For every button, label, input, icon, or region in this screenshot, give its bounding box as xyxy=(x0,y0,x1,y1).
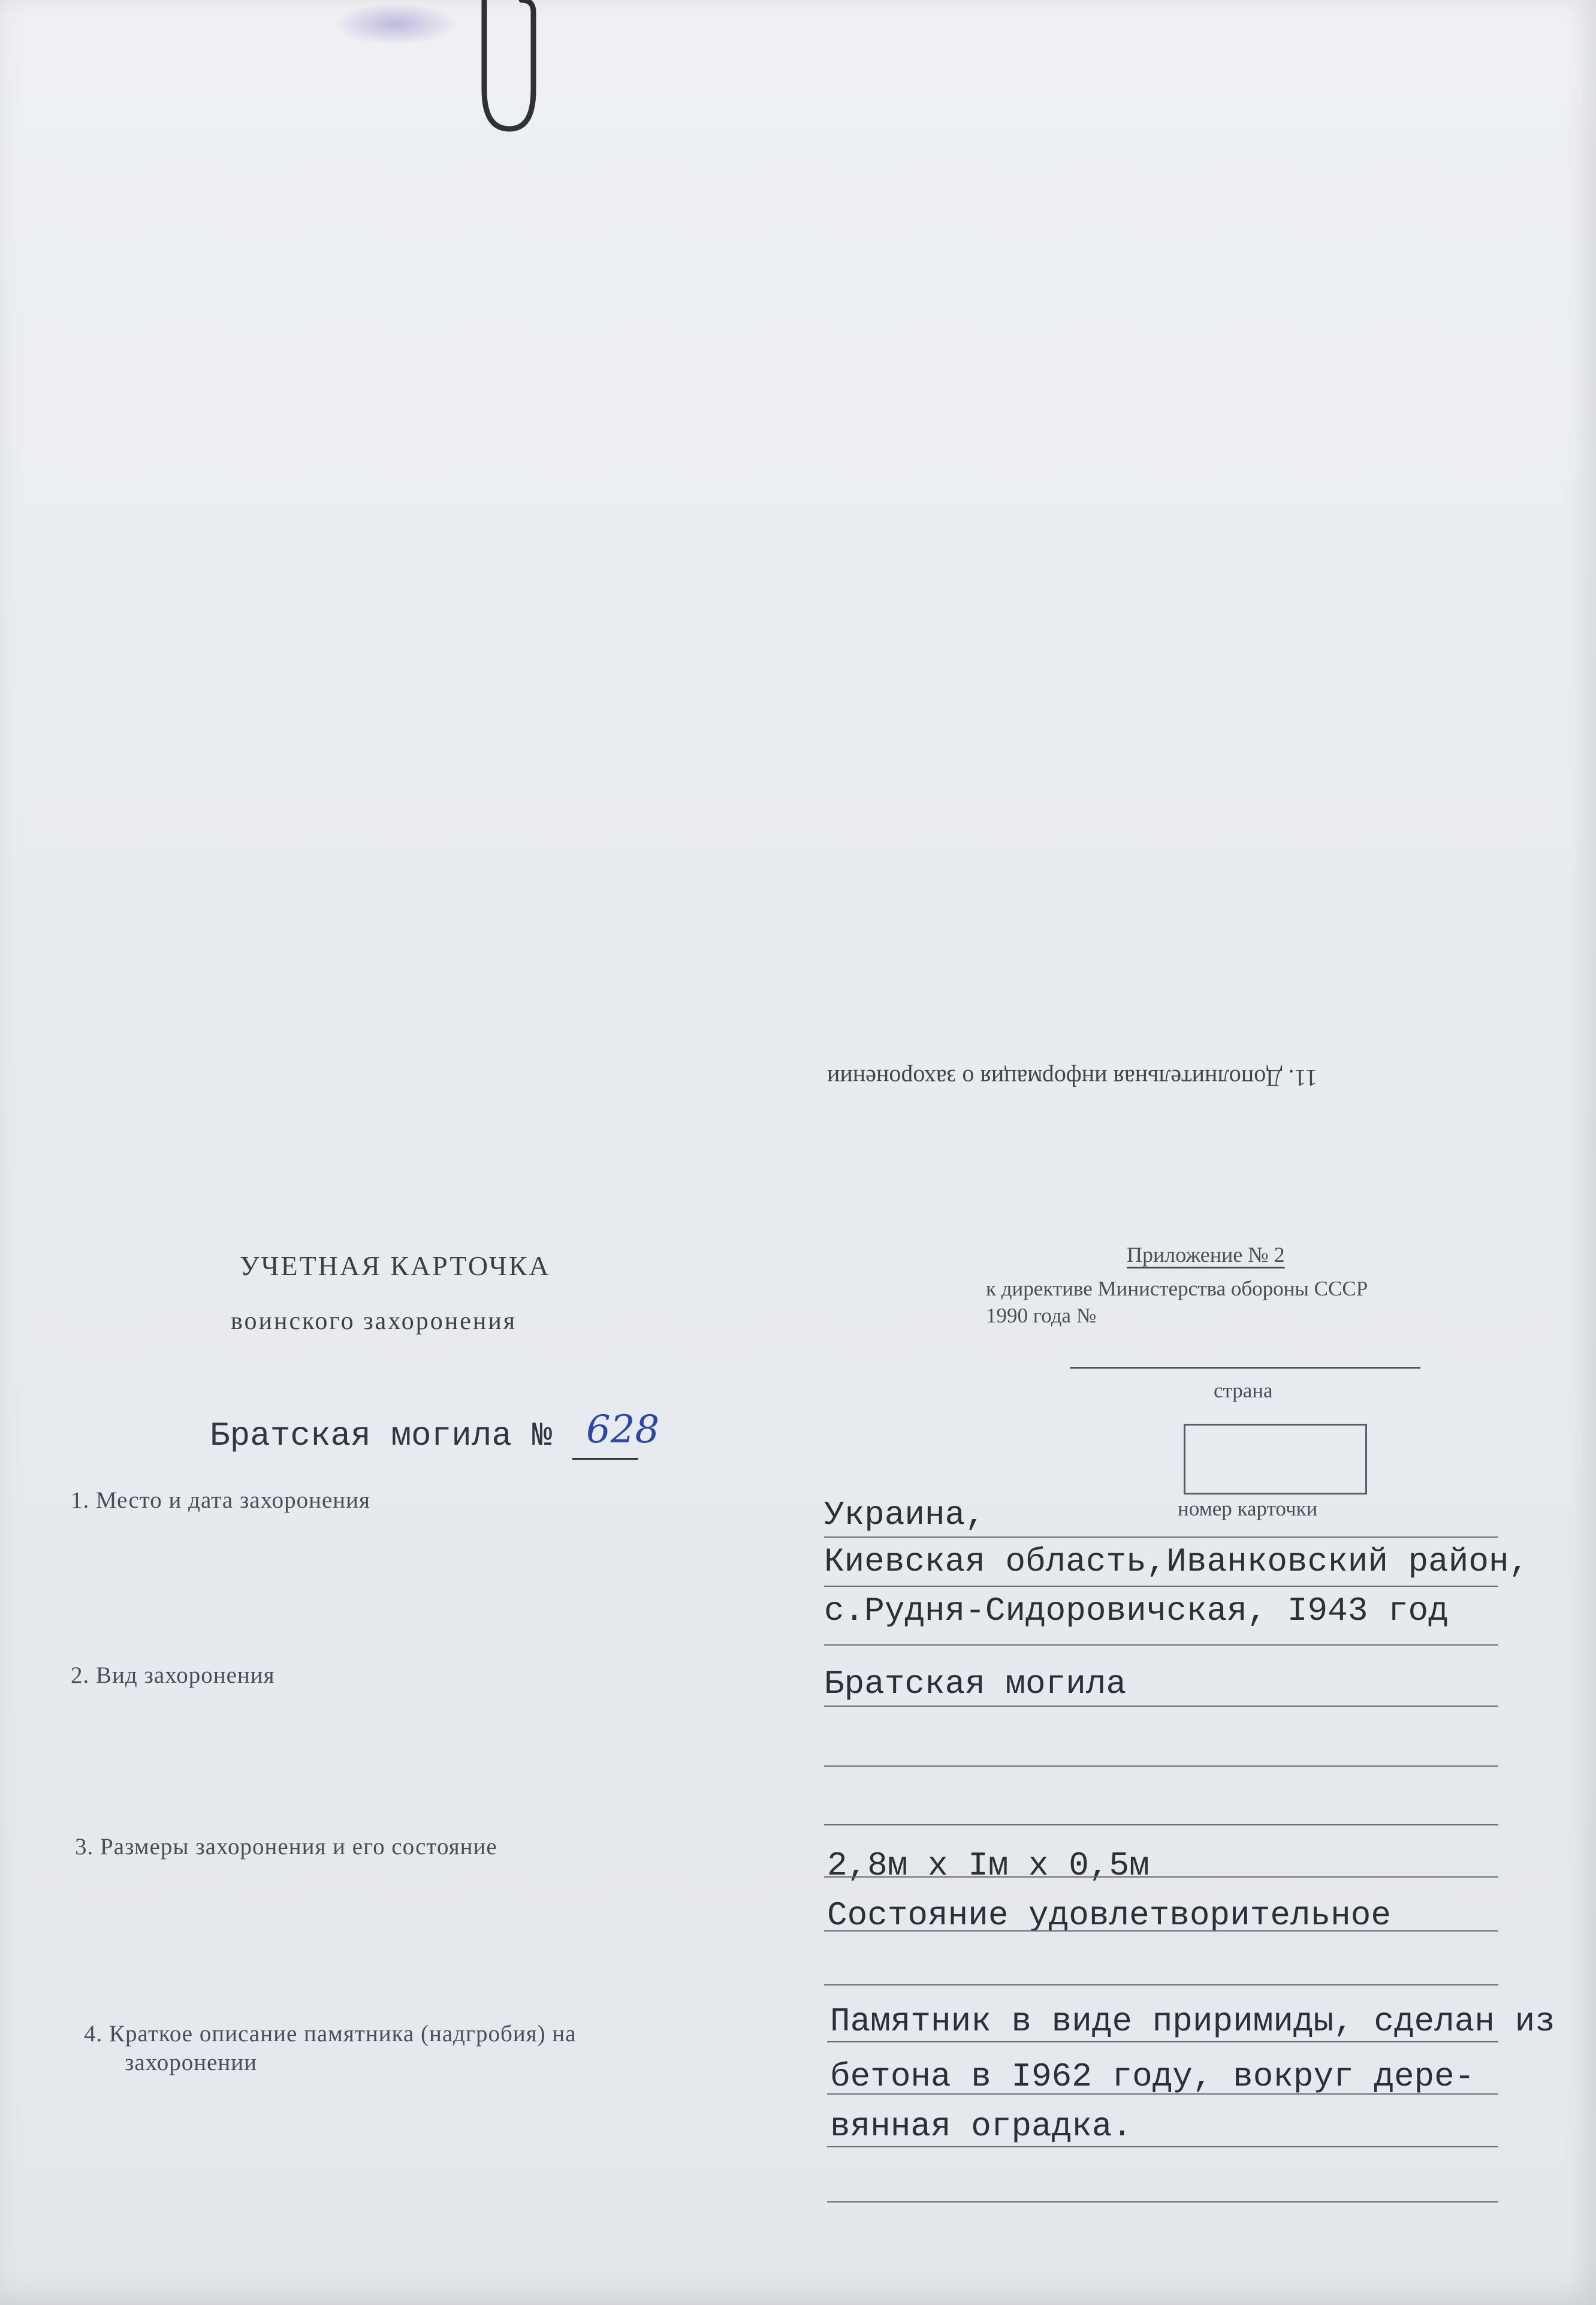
paperclip-icon xyxy=(473,0,545,144)
reversed-section-heading: 11. Дополнительная информация о захоронении xyxy=(827,1065,1317,1092)
ink-stamp-mark xyxy=(333,3,458,45)
directive-line-1: к директиве Министерства обороны СССР xyxy=(986,1277,1368,1300)
country-label: страна xyxy=(1214,1379,1273,1402)
field-3-line-2: Состояние удовлетворительное xyxy=(827,1896,1391,1935)
field-3-rule-2 xyxy=(824,1930,1498,1932)
field-2-rule-2 xyxy=(824,1765,1498,1767)
field-4-line-3: вянная оградка. xyxy=(830,2107,1133,2146)
field-2-rule-3 xyxy=(824,1824,1498,1825)
field-1-label: 1. Место и дата захоронения xyxy=(71,1487,370,1513)
field-4-label-line-1: 4. Краткое описание памятника (надгробия) на xyxy=(84,2021,577,2047)
field-1-rule-1 xyxy=(824,1536,1498,1538)
field-4-line-2: бетона в I962 году, вокруг дере- xyxy=(830,2057,1475,2096)
field-1-rule-3 xyxy=(824,1644,1498,1646)
field-2-label: 2. Вид захоронения xyxy=(71,1662,275,1688)
field-3-rule-1 xyxy=(824,1876,1498,1878)
field-1-line-3: с.Рудня-Сидоровичская, I943 год xyxy=(824,1592,1449,1630)
field-4-rule-4 xyxy=(827,2201,1498,2202)
field-4-rule-1 xyxy=(827,2041,1498,2042)
field-4-line-1: Памятник в виде приримиды, сделан из xyxy=(830,2002,1555,2041)
directive-line-2: 1990 года № xyxy=(986,1304,1097,1327)
field-4-label-line-2: захоронении xyxy=(125,2050,258,2075)
grave-number-handwritten: 628 xyxy=(586,1408,660,1452)
field-1-rule-2 xyxy=(824,1586,1498,1587)
field-3-rule-3 xyxy=(824,1984,1498,1985)
card-subtitle: воинского захоронения xyxy=(231,1307,517,1335)
field-1-line-1: Украина, xyxy=(824,1496,985,1534)
field-2-rule-1 xyxy=(824,1706,1498,1707)
card-title: УЧЕТНАЯ КАРТОЧКА xyxy=(240,1251,551,1281)
field-4-rule-2 xyxy=(827,2093,1498,2095)
field-4-rule-3 xyxy=(827,2146,1498,2147)
appendix-label: Приложение № 2 xyxy=(1127,1243,1285,1267)
grave-number-underline xyxy=(572,1458,638,1460)
field-3-label: 3. Размеры захоронения и его состояние xyxy=(75,1834,497,1860)
card-number-box[interactable] xyxy=(1184,1424,1367,1495)
grave-title: Братская могила № xyxy=(210,1417,553,1455)
field-3-line-1: 2,8м х Iм х 0,5м xyxy=(827,1846,1150,1885)
card-number-label: номер карточки xyxy=(1178,1497,1318,1520)
country-field-line[interactable] xyxy=(1070,1367,1420,1369)
field-2-line-1: Братская могила xyxy=(824,1665,1127,1703)
field-1-line-2: Киевская область,Иванковский район, xyxy=(824,1542,1529,1581)
